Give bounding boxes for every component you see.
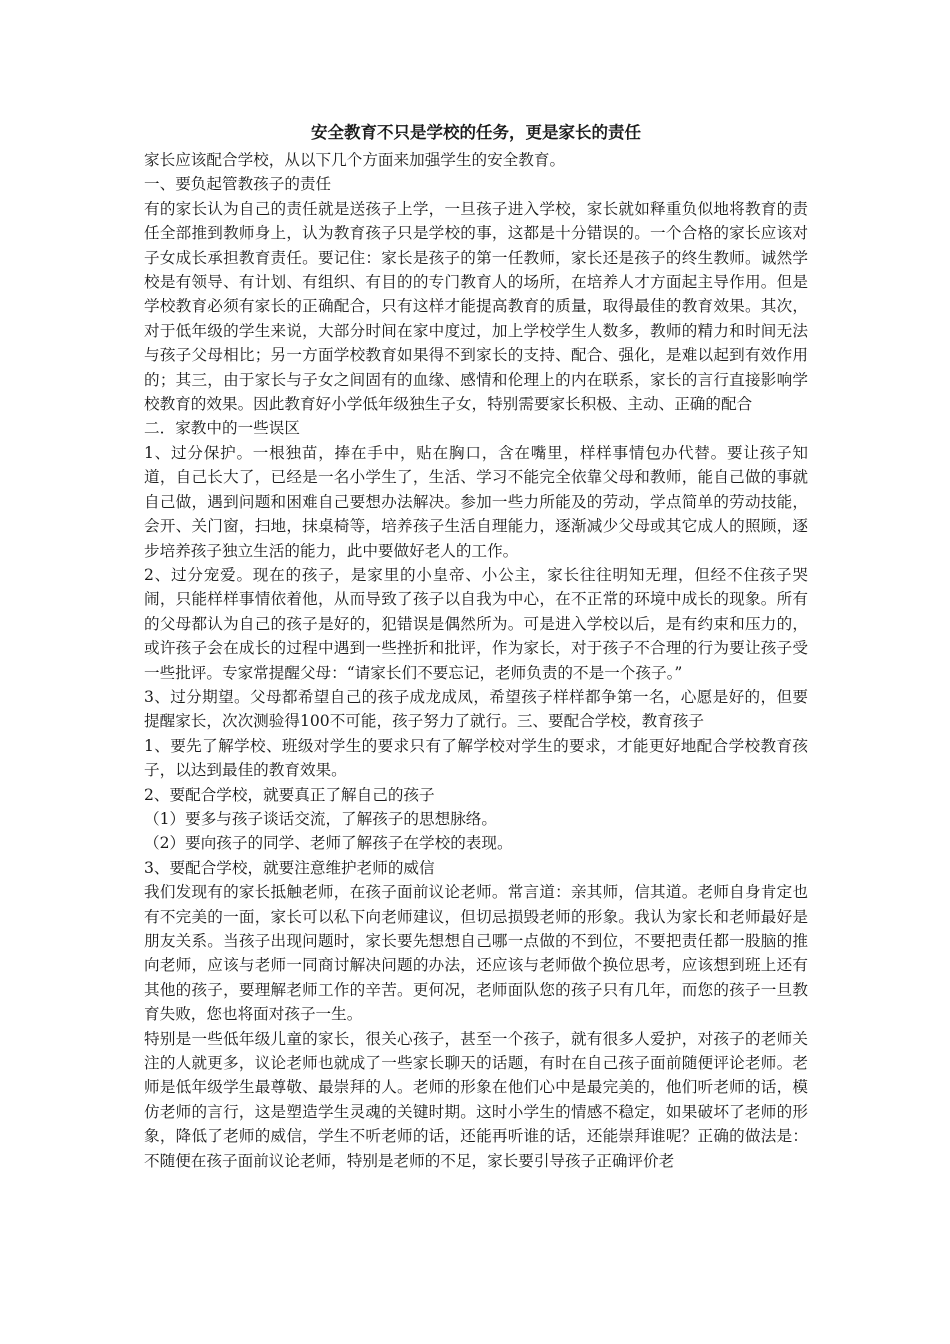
body-paragraph: 有的家长认为自己的责任就是送孩子上学，一旦孩子进入学校，家长就如释重负似地将教育的责任全部推到教师身上，认为教育孩子只是学校的事，这都是十分错误的。一个合格的家长应该对子女成长承担教育责任。要记住：家长是孩子的第一任教师，家长还是孩子的终生教师。诚然学校是有领导、有计划、有组织、有目的的专门教育人的场所，在培养人才方面起主导作用。但是学校教育必须有家长的正确配合，只有这样才能提高教育的质量，取得最佳的教育效果。其次，对于低年级的学生来说，大部分时间在家中度过，加上学校学生人数多，教师的精力和时间无法与孩子父母相比；另一方面学校教育如果得不到家长的支持、配合、强化，是难以起到有效作用的；其三，由于家长与子女之间固有的血缘、感情和伦理上的内在联系，家长的言行直接影响学校教育的效果。因此教育好小学低年级独生子女，特别需要家长积极、主动、正确的配合 (144, 199, 808, 414)
list-item-overprotection: 1、过分保护。一根独苗，捧在手中，贴在胸口，含在嘴里，样样事情包办代替。要让孩子知道，自己长大了，已经是一名小学生了，生活、学习不能完全依靠父母和教师，能自己做的事就自己做，遇到问题和困难自己要想办法解决。参加一些力所能及的劳动，学点简单的劳动技能，会开、关门窗，扫地，抹桌椅等，培养孩子生活自理能力，逐渐减少父母或其它成人的照顾，逐步培养孩子独立生活的能力，此中要做好老人的工作。 (144, 443, 808, 560)
list-item-understand-school: 1、要先了解学校、班级对学生的要求只有了解学校对学生的要求，才能更好地配合学校教育孩子，以达到最佳的教育效果。 (144, 736, 808, 780)
body-paragraph: 我们发现有的家长抵触老师，在孩子面前议论老师。常言道：亲其师，信其道。老师自身肯定也有不完美的一面，家长可以私下向老师建议，但切忌损毁老师的形象。我认为家长和老师最好是朋友关系。当孩子出现问题时，家长要先想想自己哪一点做的不到位，不要把责任都一股脑的推向老师，应该与老师一同商讨解决问题的办法，还应该与老师做个换位思考，应该想到班上还有其他的孩子，要理解老师工作的辛苦。更何况，老师面队您的孩子只有几年，而您的孩子一旦教育失败，您也将面对孩子一生。 (144, 883, 808, 1024)
document-page (144, 120, 808, 1173)
list-item-teacher-authority: 3、要配合学校，就要注意维护老师的威信 (144, 858, 435, 877)
document-title: 安全教育不只是学校的任务，更是家长的责任 (311, 123, 641, 142)
sub-item-1: （1）要多与孩子谈话交流，了解孩子的思想脉络。 (144, 809, 497, 828)
section-heading-1: 一、要负起管教孩子的责任 (144, 175, 332, 194)
intro-paragraph: 家长应该配合学校，从以下几个方面来加强学生的安全教育。 (144, 151, 566, 169)
list-item-understand-child: 2、要配合学校，就要真正了解自己的孩子 (144, 785, 435, 804)
sub-item-2: （2）要向孩子的同学、老师了解孩子在学校的表现。 (144, 834, 513, 853)
list-item-overexpectation: 3、过分期望。父母都希望自己的孩子成龙成凤，希望孩子样样都争第一名，心愿是好的，但要提醒家长，次次测验得100不可能，孩子努力了就行。三、要配合学校，教育孩子 (144, 687, 808, 731)
section-heading-2: 二．家教中的一些误区 (144, 419, 300, 438)
list-item-overindulgence: 2、过分宠爱。现在的孩子，是家里的小皇帝、小公主，家长往往明知无理，但经不住孩子哭闹，只能样样事情依着他，从而导致了孩子以自我为中心，在不正常的环境中成长的现象。所有的父母都认为自己的孩子是好的，犯错误是偶然所为。可是进入学校以后，是有约束和压力的，或许孩子会在成长的过程中遇到一些挫折和批评，作为家长，对于孩子不合理的行为要让孩子受一些批评。专家常提醒父母：“请家长们不要忘记，老师负责的不是一个孩子。” (144, 565, 808, 682)
body-paragraph: 特别是一些低年级儿童的家长，很关心孩子，甚至一个孩子，就有很多人爱护，对孩子的老师关注的人就更多，议论老师也就成了一些家长聊天的话题，有时在自己孩子面前随便评论老师。老师是低年级学生最尊敬、最崇拜的人。老师的形象在他们心中是最完美的，他们听老师的话，模仿老师的言行，这是塑造学生灵魂的关键时期。这时小学生的情感不稳定，如果破坏了老师的形象，降低了老师的威信，学生不听老师的话，还能再听谁的话，还能崇拜谁呢？正确的做法是：不随便在孩子面前议论老师，特别是老师的不足，家长要引导孩子正确评价老 (144, 1029, 808, 1170)
